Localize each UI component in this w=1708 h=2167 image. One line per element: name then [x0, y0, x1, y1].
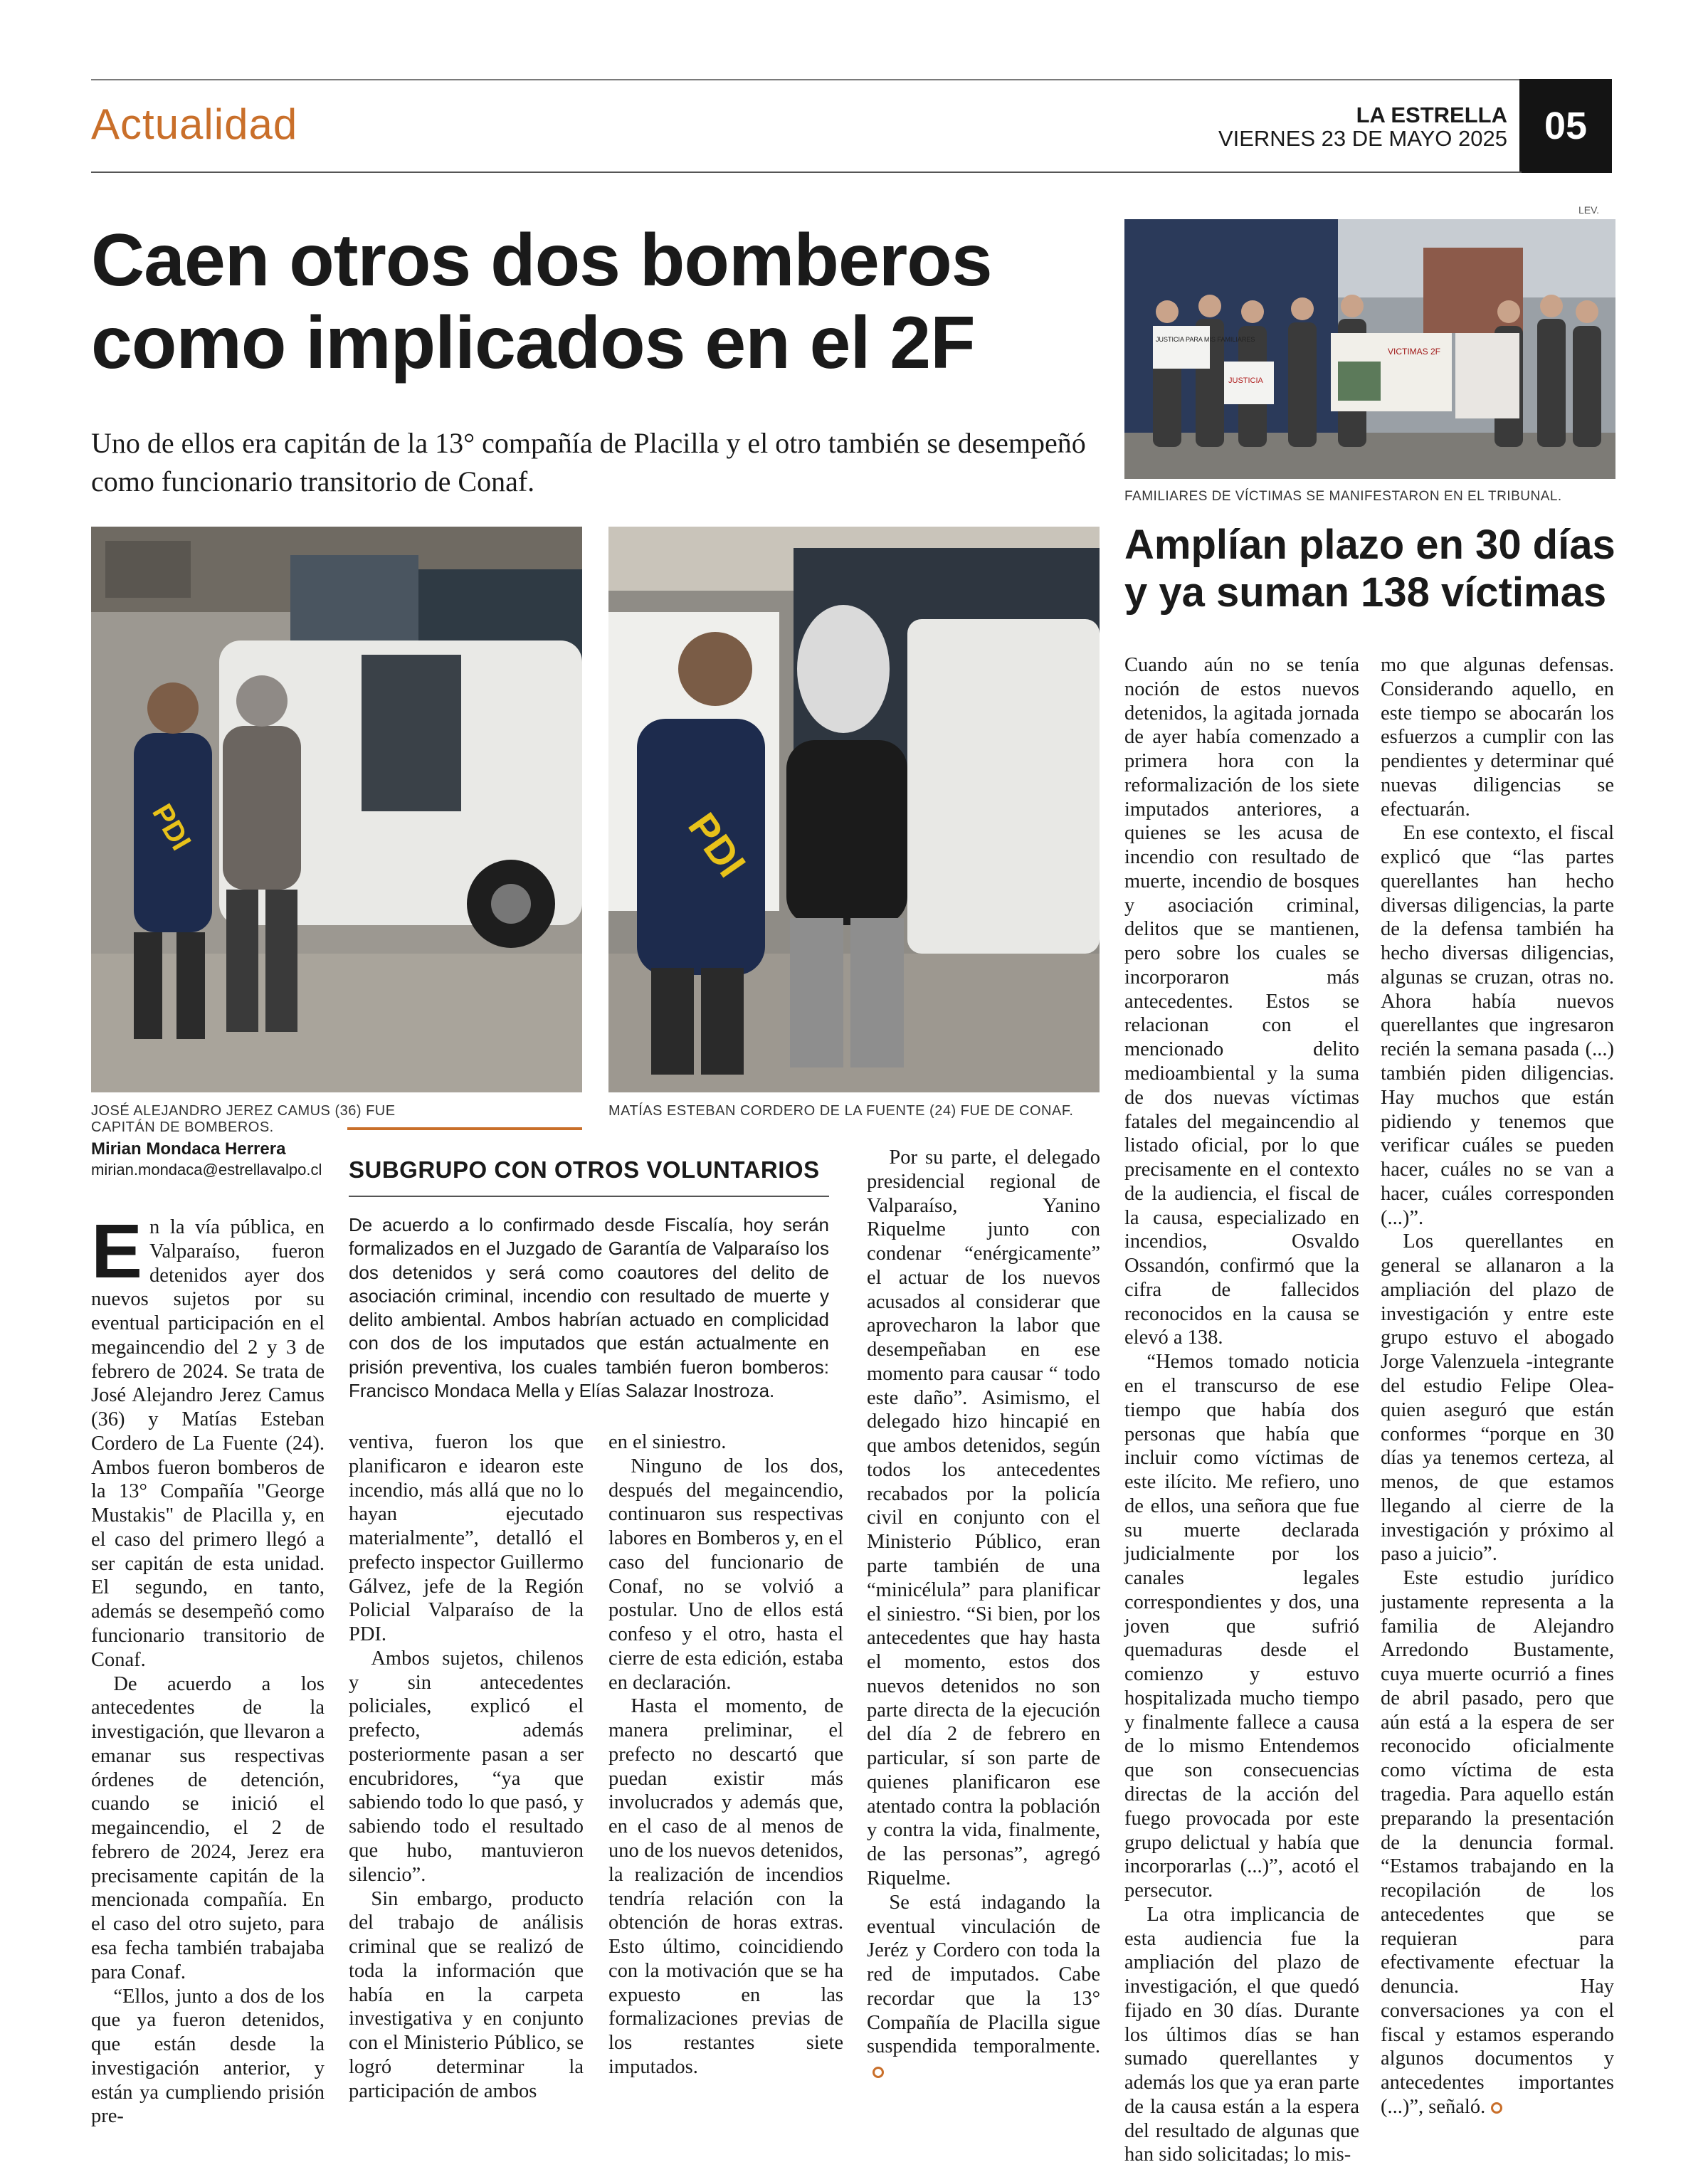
main-headline: Caen otros dos bomberos como implicados en el 2F — [91, 219, 992, 385]
section-label: Actualidad — [91, 100, 298, 148]
main-column-1 — [91, 1208, 325, 2129]
protest-photo-caption: FAMILIARES DE VÍCTIMAS SE MANIFESTARON EN EL TRIBUNAL. — [1124, 489, 1562, 504]
end-mark-icon — [873, 2067, 884, 2078]
photo-credit: LEV. — [1578, 204, 1600, 216]
side-column1-paragraph-2: “Hemos tomado noticia en el transcurso de ese tiempo que había dos personas que había que incluir como víctimas de este ilícito. Me refiero, uno de ellos, una señora que fue su muerte declarada judicialmente por los canales legales correspondientes y dos, una joven que sufrió quemaduras desde el comienzo y estuvo hospitalizada mucho tiempo y finalmente fallece a causa de lo mismo Entendemos que son consecuencias directas de la acción del fuego provocada por este grupo delictual y había que incorporarlas (...)”, acotó el persecutor. — [1124, 1351, 1359, 1902]
column2-paragraph-2: Ambos sujetos, chilenos y sin antecedentes policiales, explicó el prefecto, además posteriormente pasan a ser encubridores, “ya que sabiendo todo lo que pasó, y sabiendo todo el resultado que hubo, mantuvieron silencio”. — [349, 1647, 584, 1886]
column2-paragraph-1: ventiva, fueron los que planificaron e idearon este incendio, más allá que no lo hayan ejecutado materialmente”, detalló el prefecto inspector Guillermo Gálvez, jefe de la Región Policial Valparaíso de la PDI. — [349, 1431, 584, 1646]
column3-paragraph-3: Hasta el momento, de manera preliminar, el prefecto no descartó que puedan existir más involucrados y además que, en el caso de al menos de uno de los nuevos detenidos, la realización de incendios tendría relación con la obtención de horas extras. Esto último, coincidiendo con la motivación que se ha expuesto en las formalizaciones previas de los restantes siete imputados. — [608, 1695, 843, 2078]
protest-sign-2: JUSTICIA — [1228, 376, 1263, 385]
author-email: mirian.mondaca@estrellavalpo.cl — [91, 1161, 322, 1179]
header-top-rule — [91, 79, 1527, 80]
protest-banner: VICTIMAS 2F — [1388, 347, 1441, 357]
side-column2-paragraph-1: mo que algunas defensas. Considerando aquello, en este tiempo se abocarán los esfuerzos a cumplir con las pendientes y determinar qué nuevas diligencias se efectuarán. — [1381, 654, 1614, 821]
main-deck: Uno de ellos era capitán de la 13° compañía de Placilla y el otro también se desempeñó como funcionario transitorio de Conaf. — [91, 427, 1086, 497]
side-column-1 — [1124, 653, 1359, 2167]
masthead — [1167, 104, 1507, 150]
arrest-photo-1 — [91, 527, 582, 1092]
author-name: Mirian Mondaca Herrera — [91, 1139, 286, 1159]
side-column1-paragraph-1: Cuando aún no se tenía noción de estos nuevos detenidos, la agitada jornada de ayer había comenzado a primera hora con la reformalización de los siete imputados anteriores, a quienes se les acusa de incendio con resultado de muerte, incendio de bosques y asociación criminal, delitos que se mantienen, pero sobre los cuales se incorporaron más antecedentes. Estos se relacionan con el mencionado delito medioambiental y la suma de dos nuevas víctimas fatales del megaincendio al listado oficial, por lo que precisamente en el contexto de la audiencia, el fiscal de la causa, especializado en incendios, Osvaldo Ossandón, confirmó que la cifra de fallecidos reconocidos en la causa se elevó a 138. — [1124, 654, 1359, 1349]
column2-paragraph-3: Sin embargo, producto del trabajo de análisis criminal que se realizó de toda la información que había en la carpeta investigativa y en conjunto con el Ministerio Público, se logró determinar la participación de ambos — [349, 1887, 584, 2102]
side-column1-paragraph-3: La otra implicancia de esta audiencia fue la ampliación del plazo de investigación, el que quedó fijado en 30 días. Durante los últimos días se han sumado querellantes y además los que ya eran parte de la causa están a la espera del resultado de algunas que han sido solicitadas; lo mis- — [1124, 1903, 1359, 2166]
issue-date: VIERNES 23 DE MAYO 2025 — [1218, 125, 1507, 151]
sidebar-title: SUBGRUPO CON OTROS VOLUNTARIOS — [349, 1156, 820, 1183]
protest-photo — [1124, 219, 1615, 479]
column1-first-paragraph — [91, 1208, 325, 1672]
pdi-vest-text: PDI — [146, 798, 197, 856]
page-number: 05 — [1519, 79, 1612, 173]
side-headline: Amplían plazo en 30 días y ya suman 138 víctimas — [1124, 522, 1615, 616]
paper-name: LA ESTRELLA — [1356, 102, 1507, 127]
column1-paragraph-3: “Ellos, junto a dos de los que ya fueron detenidos, que están desde la investigación anterior, y están ya cumpliendo prisión pre- — [91, 1985, 325, 2128]
byline — [91, 1139, 326, 1180]
column3-paragraph-1: en el siniestro. — [608, 1431, 727, 1453]
column4-paragraph-2 — [867, 1891, 1100, 2083]
sidebar-rule — [349, 1196, 829, 1197]
column1-paragraph-2: De acuerdo a los antecedentes de la investigación, que llevaron a emanar sus respectivas órdenes de detención, cuando se inició el megaincendio, el 2 de febrero de 2024, Jerez era precisamente capitán de la mencionada compañía. En el caso del otro sujeto, para esa fecha también trabajaba para Conaf. — [91, 1672, 325, 1983]
pdi-vest-text-2: PDI — [680, 804, 755, 885]
main-column-3 — [608, 1430, 843, 2079]
main-column-2 — [349, 1430, 584, 2103]
side-column2-paragraph-4 — [1381, 1566, 1614, 2119]
side-column2-paragraph-2: En ese contexto, el fiscal explicó que “las partes querellantes han hecho diversas diligencias, la parte de la defensa también ha hecho diversas diligencias, algunas se cruzan, otras no. Ahora había nuevos querellantes que ingresaron recién la semana pasada (...) también piden diligencias. Hay muchos que están pidiendo y tenemos que verificar cuáles se pueden hacer, cuáles no se van a hacer, cuáles corresponden (...)”. — [1381, 822, 1614, 1229]
photo1-caption-rule — [347, 1127, 582, 1130]
column4-paragraph-1: Por su parte, el delegado presidencial regional de Valparaíso, Yanino Riquelme junto con condenar “enérgicamente” el actuar de los nuevos acusados al considerar que aprovecharon la labor que desempeñaban en ese momento para causar “ todo este daño”. Asimismo, el delegado hizo hincapié en que ambos detenidos, según todos los antecedentes recabados por la policía civil en conjunto con el Ministerio Público, eran parte también de una “minicélula” para planificar el siniestro. “Si bien, por los antecedentes que hay hasta el momento, estos dos nuevos detenidos no son parte directa de la ejecución del día 2 de febrero en particular, sí son parte de quienes planificaron ese atentado contra la población y contra la vida, finalmente, de las personas”, agregó Riquelme. — [867, 1146, 1100, 1889]
protest-sign-1: JUSTICIA PARA MIS FAMILIARES — [1156, 336, 1255, 343]
arrest-photo-2 — [608, 527, 1100, 1092]
header-bottom-rule — [91, 172, 1522, 173]
side-column2-paragraph-3: Los querellantes en general se allanaron a la ampliación del plazo de investigación y entre este grupo estuvo el abogado Jorge Valenzuela -integrante del estudio Felipe Olea- quien aseguró que están conformes “porque en 30 días ya tenemos certeza, al menos, de que estamos llegando al cierre de la investigación y próximo al paso a juicio”. — [1381, 1230, 1614, 1566]
side-column-2 — [1381, 653, 1614, 2119]
side-column2-paragraph-4-text: Este estudio jurídico justamente representa a la familia de Alejandro Arredondo Bustamente, cuya muerte ocurrió a fines de abril pasado, pero que aún está a la espera de ser reconocido oficialmente como víctima de esta tragedia. Para aquello están preparando la presentación de la denuncia formal. “Estamos trabajando en la recopilación de los antecedentes que se requieran para efectivamente efectuar la denuncia. Hay conversaciones ya con el fiscal y estamos esperando algunos documentos y antecedentes importantes (...)”, señaló. — [1381, 1567, 1614, 2118]
main-column-4 — [867, 1146, 1100, 2083]
drop-cap: E — [91, 1208, 143, 1294]
column3-paragraph-2: Ninguno de los dos, después del megaincendio, continuaron sus respectivas labores en Bomberos y, en el caso del funcionario de Conaf, no se volvió a postular. Uno de ellos está confeso y el otro, hasta el cierre de esta edición, estaba en declaración. — [608, 1455, 843, 1694]
photo1-caption: JOSÉ ALEJANDRO JEREZ CAMUS (36) FUE CAPITÁN DE BOMBEROS. — [91, 1103, 396, 1135]
side-end-mark-icon — [1491, 2102, 1502, 2114]
photo2-caption: MATÍAS ESTEBAN CORDERO DE LA FUENTE (24) FUE DE CONAF. — [608, 1103, 1074, 1119]
column1-lead-text: n la vía pública, en Valparaíso, fueron detenidos ayer dos nuevos sujetos por su eventual participación en el megaincendio del 2 y 3 de febrero de 2024. Se trata de José Alejandro Jerez Camus (36) y Matías Esteban Cordero de La Fuente (24). Ambos fueron bomberos de la 13° Compañía "George Mustakis" de Placilla y, en el caso del primero llegó a ser capitán de esta unidad. El segundo, en tanto, además se desempeñó como funcionario transitorio de Conaf. — [91, 1216, 325, 1671]
sidebar-text: De acuerdo a lo confirmado desde Fiscalía, hoy serán formalizados en el Juzgado de Garantía de Valparaíso los dos detenidos y será como coautores del delito de asociación criminal, incendio con resultado de muerte y delito ambiental. Ambos habrían actuado en complicidad con dos de los imputados que están actualmente en prisión preventiva, los cuales también fueron bomberos: Francisco Mondaca Mella y Elías Salazar Inostroza. — [349, 1214, 829, 1401]
column4-paragraph-2-text: Se está indagando la eventual vinculación de Jeréz y Cordero con toda la red de imputados. Cabe recordar que la 13° Compañía de Placilla sigue suspendida temporalmente. — [867, 1891, 1100, 2058]
